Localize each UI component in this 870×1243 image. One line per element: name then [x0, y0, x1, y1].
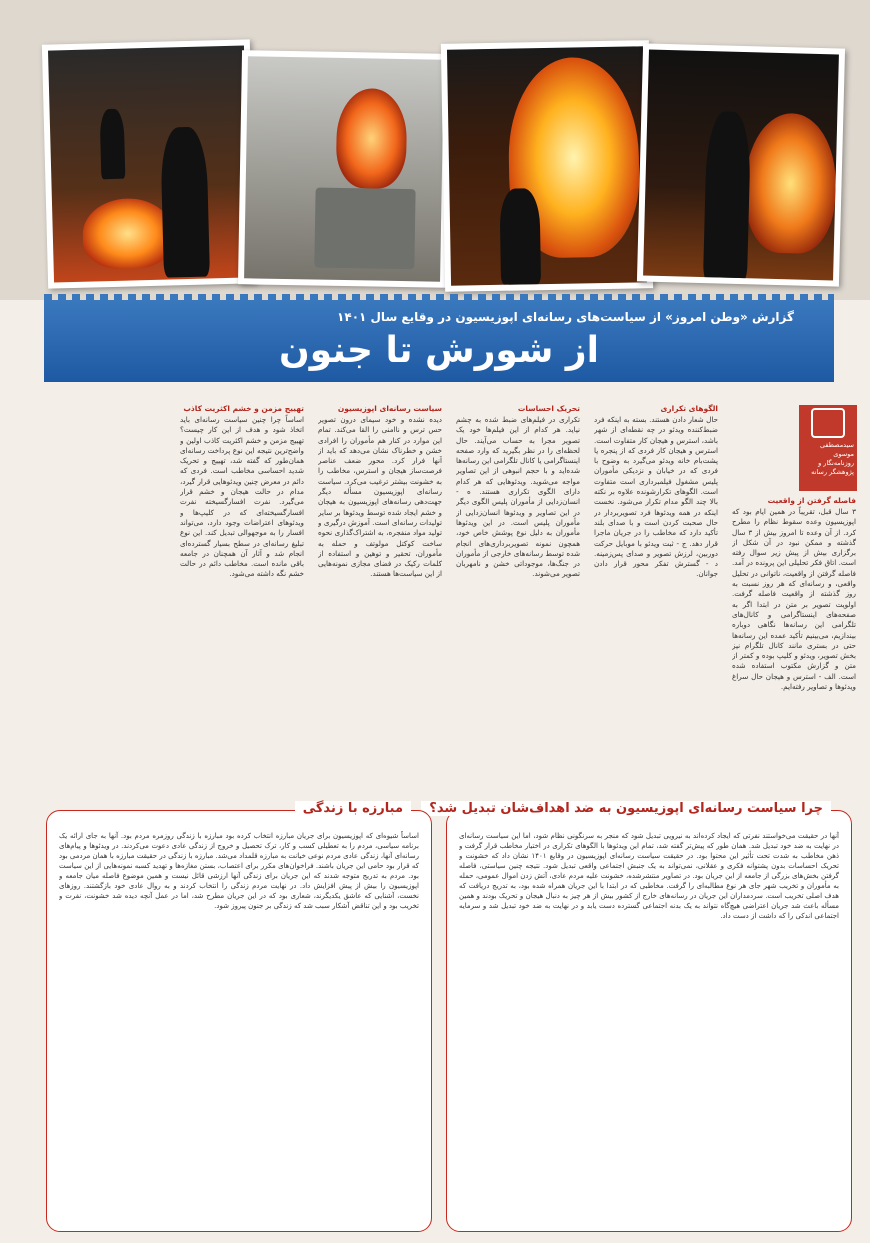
fire-shape	[744, 112, 838, 254]
headline-kicker: گزارش «وطن امروز» از سیاست‌های رسانه‌ای اپوزیسیون در وقایع سال ۱۴۰۱	[337, 310, 794, 324]
protester-silhouette	[160, 126, 210, 277]
photo-strip	[0, 0, 870, 300]
box-title: مبارزه با زندگی	[295, 801, 411, 816]
column-heading: سیاست رسانه‌ای اپوزیسیون	[337, 404, 442, 413]
column-text: حال شعار دادن هستند. بسته به اینکه فرد ضبط‌کننده ویدئو در چه نقطه‌ای از شهر باشد، استرس و هیجان کار متفاوت است. استرس و هیجان کار فردی که از پنجره یا پشت‌بام خانه ویدئو می‌گیرد به وضوح با فردی که در خیابان و نزدیکی مأموران پلیس مشغول فیلمبرداری است متفاوت است. الگوهای تکرارشونده علاوه بر نکته بالا چند الگو مدام تکرار می‌شود. نخست اینکه در همه ویدئوها فرد تصویربردار در حال صحبت کردن است و با صدای بلند تأکید دارد که مخاطب را در جریان ماجرا قرار دهد. ج - ثبت ویدئو با موبایل حرکت دوربین، لرزش تصویر و صدای پس‌زمینه. د - گسترش تفکر محور قرار دادن جوانان.	[594, 415, 718, 579]
column-heading: تحریک احساسات	[517, 404, 580, 413]
fire-shape	[82, 197, 174, 269]
column-heading: الگوهای تکراری	[660, 404, 718, 413]
column-text: اساساً چرا چنین سیاست رسانه‌ای باید اتخاذ شود و هدف از این کار چیست؟ تهییج مزمن و خشم اکثریت کاذب اولین و واضح‌ترین نتیجه این نوع پرداخت رسانه‌ای همان‌طور که گفته شد، تهییج و تحریک شدید احساسی مخاطب است. فردی که دائم در معرض چنین ویدئوهایی قرار گیرد، مدام در حالت هیجان و خشم قرار می‌گیرد. نفرت افسارگسیخته نفرت افسارگسیخته‌ای که در کلیپ‌ها و ویدئوهای اعتراضات وجود دارد، می‌تواند افسار را به موجهوالی تبدیل کند. این نوع تبلیغ رسانه‌ای در سطح بسیار گسترده‌ای انجام شد و آثار آن همچنان در جامعه باقی مانده است. مخاطب دائم در حالت خشم نگه داشته می‌شود.	[180, 415, 304, 579]
article-column-4	[318, 400, 442, 782]
fire-shape	[336, 88, 408, 189]
column-heading: تهییج مزمن و خشم اکثریت کاذب	[183, 404, 304, 413]
protester-silhouette	[703, 111, 751, 280]
headline-band	[44, 300, 834, 382]
protest-photo-4	[637, 43, 845, 286]
article-column-2	[594, 400, 718, 782]
author-text: سیدمصطفی موسوی روزنامه‌نگار و پژوهشگر رسانه	[811, 441, 854, 476]
column-heading: فاصله گرفتن از واقعیت	[767, 496, 856, 505]
protest-photo-2	[238, 50, 450, 288]
headline-title: از شورش تا جنون	[278, 330, 599, 371]
protest-photo-3	[441, 40, 653, 292]
protester-silhouette	[100, 109, 126, 180]
protest-photo-1	[42, 39, 256, 288]
author-box	[799, 405, 857, 491]
column-text: دیده نشده و خود سیمای درون تصویر حس ترس و ناامنی را القا می‌کند. تمام این موارد در کنار هم مأموران را افرادی خشن و خطرناک نشان می‌دهد که باید از آنها فرار کرد. محور ضعف عناصر فرصت‌ساز هیجان و استرس، مخاطب را به خشونت بیشتر ترغیب می‌کرد. سیاست رسانه‌ای اپوزیسیون مسأله دیگر جهت‌دهی رسانه‌های اپوزیسیون به هیجان و خشم ایجاد شده توسط ویدئوها بر سایر تولیدات رسانه‌ای است. آموزش درگیری و تولید مواد منفجره، به اشتراک‌گذاری نحوه ساخت کوکتل مولوتف و حمله به مأموران، تحقیر و توهین و استفاده از کلمات رکیک در فضای مجازی نمونه‌هایی از این سیاست‌ها هستند.	[318, 415, 442, 579]
pen-icon	[811, 408, 845, 438]
sidebar-box-life	[46, 801, 432, 1232]
box-title: چرا سیاست رسانه‌ای اپوزیسیون به ضد اهداف‌شان تبدیل شد؟	[421, 801, 831, 816]
box-text: آنها در حقیقت می‌خواستند نفرتی که ایجاد کرده‌اند به نیرویی تبدیل شود که منجر به سرنگونی نظام شود، اما این سیاست رسانه‌ای در نهایت به ضد خود تبدیل شد. همان طور که پیش‌تر گفته شد، تمام این ویدئوها با الگوهای تکراری در اختیار مخاطب قرار گرفت و ذهن مخاطب به شدت تحت تأثیر این محتوا بود. در حقیقت سیاست رسانه‌ای اپوزیسیون در وقایع ۱۴۰۱ نشان داد که خشونت و تحریک احساسات بدون پشتوانه فکری و عقلانی، نمی‌تواند به یک جنبش اجتماعی واقعی تبدیل شود. نتیجه چنین سیاستی، فاصله گرفتن بخش‌های بزرگی از جامعه از این جریان بود. در تصاویر منتشرشده، خشونت علیه مردم عادی، آتش زدن اموال عمومی، حمله به مأموران و تخریب شهر جای هر نوع مطالبه‌ای را گرفت. مخاطبی که در ابتدا با این جریان همراه شده بود، به تدریج دریافت که هدف اصلی تخریب است. سردمداران این جریان در رسانه‌های خارج از کشور بیش از هر چیز به دنبال هیجان و تحریک بودند و همین مسأله باعث شد جریان اعتراضی هیچ‌گاه نتواند به یک بدنه اجتماعی گسترده دست یابد و در نهایت به ضد خود تبدیل شد و سرمایه اجتماعی اندکی را که داشت از دست داد.	[459, 832, 839, 920]
box-text: اساساً شیوه‌ای که اپوزیسیون برای جریان مبارزه انتخاب کرده بود مبارزه با زندگی روزمره مردم بود. آنها به جای ارائه یک برنامه سیاسی، مردم را به تعطیلی کسب و کار، ترک تحصیل و خروج از زندگی عادی دعوت می‌کردند. در ویدئوها و پیام‌های رسانه‌ای آنها، زندگی عادی مردم نوعی خیانت به مبارزه قلمداد می‌شد. مبارزه با زندگی در حقیقت مبارزه با همان مردمی بود که قرار بود حامی این جریان باشند. فراخوان‌های مکرر برای اعتصاب، بستن مغازه‌ها و تهدید کسبه نمونه‌هایی از این سیاست بود. مردم به تدریج متوجه شدند که این جریان برای زندگی آنها ارزشی قائل نیست و همین موضوع فاصله میان جامعه و اپوزیسیون را بیش از پیش افزایش داد. در نهایت مردم زندگی را انتخاب کردند و به روال عادی خود بازگشتند. روزهای نخست، آشنایی که عاشق یکدیگرند، شعاری بود که در این جریان مطرح شد، اما در عمل آنچه دیده شد خشونت، نفرت و تخریب بود و این تناقض آشکار سبب شد که زندگی بر جنون پیروز شود.	[59, 832, 419, 910]
dumpster	[314, 188, 415, 270]
article-column-1	[732, 492, 856, 782]
article-column-3	[456, 400, 580, 782]
column-text: تکراری در فیلم‌های ضبط شده به چشم نیاید. هر کدام از این فیلم‌ها خود یک تصویر مجرا به حساب می‌آیند. حال لحظه‌ای را در نظر بگیرید که وارد صفحه اینستاگرامی یا کانال تلگرامی این رسانه‌ها شده‌اید و با حجم انبوهی از این تصاویر مواجه می‌شوید. ویدئوهایی که هر کدام دارای الگوی تکراری هستند. ه - انسان‌زدایی از مأموران پلیس الگوی دیگر در این تصاویر و ویدئوها انسان‌زدایی از مأموران پلیس است. در این ویدئوها مأموران به دلیل نوع پوشش خاص خود، همچون نمونه تصویربرداری‌های انجام شده توسط رسانه‌های خارجی از مأموران در جنگ‌ها، موجوداتی خشن و نامهربان تصویر می‌شوند.	[456, 415, 580, 579]
protester-silhouette	[499, 188, 541, 285]
sidebar-box-why	[429, 801, 852, 1232]
article-column-5	[180, 400, 304, 782]
column-text: ۳ سال قبل، تقریباً در همین ایام بود که اپوزیسیون وعده سقوط نظام را مطرح کرد. از آن وعده تا امروز بیش از ۳ سال گذشته و ممکن نبود در آن شکل از برگزاری بیش از پیش زیر سوال رفته است. اتاق فکر تحلیلی این پرونده در آمد. فاصله گرفتن از واقعیت، ناتوانی در تحلیل واقعی، و رسانه‌ای که هر روز نسبت به روز گذشته از واقعیت فاصله گرفت. اولویت تصویر بر متن در ابتدا اگر به صفحه‌های اینستاگرامی و کانال‌های تلگرامی این رسانه‌ها نگاهی دوباره بیندازیم، می‌بینیم تأکید عمده این رسانه‌ها حتی در بستری مانند کانال تلگرام نیز بخش تصویر، ویدئو و کلیپ بوده و کمتر از متن و گزارش مکتوب استفاده شده است. الف - استرس و هیجان حال سراغ ویدئوها و تصاویر رفته‌ایم.	[732, 507, 856, 692]
